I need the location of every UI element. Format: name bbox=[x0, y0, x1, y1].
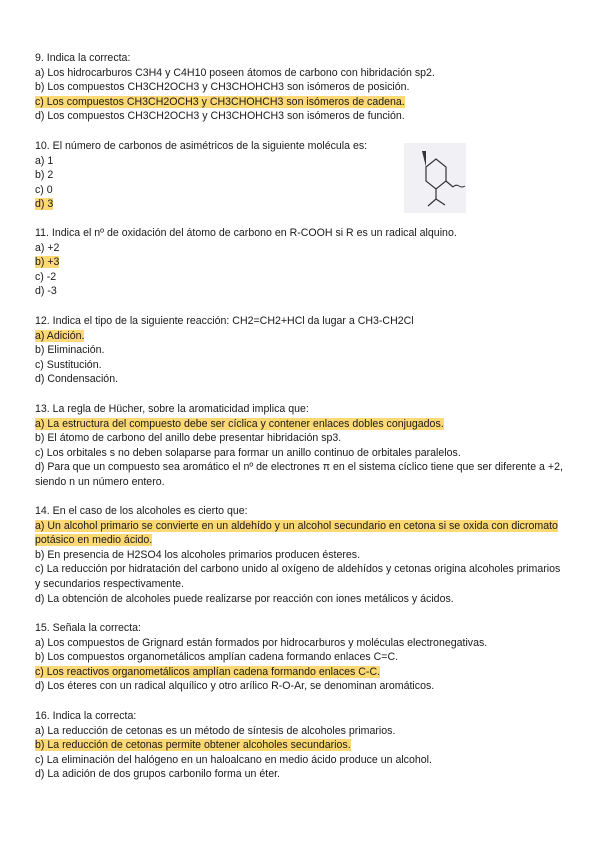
option-b: b) Eliminación. bbox=[35, 344, 105, 357]
option-b: b) En presencia de H2SO4 los alcoholes primarios producen ésteres. bbox=[35, 548, 361, 561]
option-d: d) Los éteres con un radical alquílico y otro arílico R-O-Ar, se denominan aromáticos. bbox=[35, 680, 435, 693]
option-d: d) La adición de dos grupos carbonilo forma un éter. bbox=[35, 768, 280, 781]
option-b-highlighted: b) +3 bbox=[35, 256, 60, 269]
option-d: d) -3 bbox=[35, 285, 57, 298]
option-a: a) +2 bbox=[35, 241, 60, 254]
option-d: d) Los compuestos CH3CH2OCH3 y CH3CHOHCH3 son isómeros de función. bbox=[35, 110, 405, 123]
question-15 bbox=[35, 621, 565, 694]
option-c: c) 0 bbox=[35, 183, 53, 196]
option-d-highlighted: d) 3 bbox=[35, 198, 54, 211]
question-stem: 9. Indica la correcta: bbox=[35, 52, 131, 64]
question-14 bbox=[35, 504, 565, 606]
option-c-highlighted: c) Los compuestos CH3CH2OCH3 y CH3CHOHCH3 son isómeros de cadena. bbox=[35, 95, 405, 108]
option-a: a) 1 bbox=[35, 154, 54, 167]
option-b: b) 2 bbox=[35, 169, 54, 182]
option-a: a) La reducción de cetonas es un método de síntesis de alcoholes primarios. bbox=[35, 724, 396, 737]
question-9 bbox=[35, 51, 565, 124]
question-13 bbox=[35, 402, 565, 490]
option-c: c) Sustitución. bbox=[35, 358, 102, 371]
option-c-highlighted: c) Los reactivos organometálicos amplían cadena formando enlaces C-C. bbox=[35, 665, 381, 678]
option-c: c) La reducción por hidratación del carbono unido al oxígeno de aldehídos y cetonas origina alcoholes primarios y secundarios respectivamente. bbox=[35, 563, 561, 590]
option-a: a) Los hidrocarburos C3H4 y C4H10 poseen átomos de carbono con hibridación sp2. bbox=[35, 66, 435, 79]
option-c: c) Los orbitales s no deben solaparse para formar un anillo continuo de orbitales paralelos. bbox=[35, 446, 461, 459]
option-b: b) El átomo de carbono del anillo debe presentar hibridación sp3. bbox=[35, 432, 342, 445]
option-a-highlighted: a) La estructura del compuesto debe ser cíclica y contener enlaces dobles conjugados. bbox=[35, 417, 444, 430]
option-a-highlighted: a) Adición. bbox=[35, 329, 85, 342]
molecule-structure-icon bbox=[404, 143, 466, 213]
option-c: c) -2 bbox=[35, 270, 57, 283]
option-a: a) Los compuestos de Grignard están formados por hidrocarburos y moléculas electronegativas. bbox=[35, 636, 488, 649]
question-stem: 10. El número de carbonos de asimétricos de la siguiente molécula es: bbox=[35, 140, 368, 152]
question-stem: 13. La regla de Hücher, sobre la aromaticidad implica que: bbox=[35, 403, 309, 415]
molecule-image bbox=[404, 143, 466, 213]
option-a-highlighted: a) Un alcohol primario se convierte en un aldehído y un alcohol secundario en cetona si se oxida con dicromato potásico en medio ácido. bbox=[35, 519, 558, 547]
question-12 bbox=[35, 314, 565, 387]
question-10 bbox=[35, 139, 565, 212]
question-stem: 16. Indica la correcta: bbox=[35, 710, 137, 722]
option-d: d) La obtención de alcoholes puede realizarse por reacción con iones metálicos y ácidos. bbox=[35, 592, 454, 605]
question-16 bbox=[35, 709, 565, 782]
question-stem: 14. En el caso de los alcoholes es cierto que: bbox=[35, 505, 248, 517]
question-stem: 15. Señala la correcta: bbox=[35, 622, 141, 634]
question-stem: 11. Indica el nº de oxidación del átomo de carbono en R-COOH si R es un radical alquino. bbox=[35, 227, 457, 239]
option-b: b) Los compuestos organometálicos amplían cadena formando enlaces C=C. bbox=[35, 651, 399, 664]
question-11 bbox=[35, 226, 565, 299]
option-b-highlighted: b) La reducción de cetonas permite obtener alcoholes secundarios. bbox=[35, 739, 351, 752]
option-d: d) Condensación. bbox=[35, 373, 119, 386]
question-stem: 12. Indica el tipo de la siguiente reacción: CH2=CH2+HCl da lugar a CH3-CH2Cl bbox=[35, 315, 414, 327]
option-c: c) La eliminación del halógeno en un haloalcano en medio ácido produce un alcohol. bbox=[35, 753, 432, 766]
option-b: b) Los compuestos CH3CH2OCH3 y CH3CHOHCH3 son isómeros de posición. bbox=[35, 81, 410, 94]
option-d: d) Para que un compuesto sea aromático el nº de electrones π en el sistema cíclico tiene que ser diferente a +2, siendo n un número entero. bbox=[35, 461, 563, 488]
